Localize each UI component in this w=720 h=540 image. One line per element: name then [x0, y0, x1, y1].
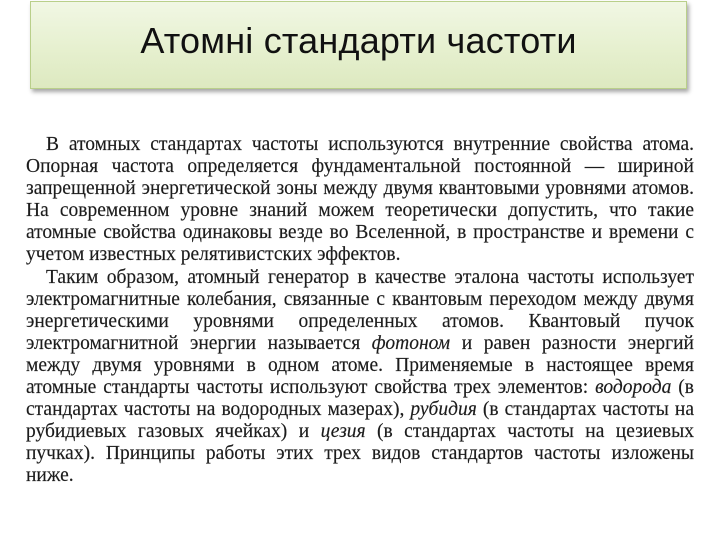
paragraph-2-text-3: (в стандартах частоты на водородных мазерах), [26, 377, 694, 421]
paragraph-2-text-5: (в стандартах частоты на цезиевых пучках). Принципы работы этих трех видов стандартов частоты изложены ниже. [26, 421, 694, 487]
paragraph-2-text-2: и равен разности энергий между двумя уровнями в одном атоме. Применяемые в настоящее время атомные стандарты частоты используют свойства трех элементов: [26, 332, 694, 399]
scanned-text-block [26, 134, 694, 488]
slide-title: Атомні стандарти частоти [140, 20, 577, 61]
paragraph-2-text-1: Таким образом, атомный генератор в качестве эталона частоты использует электромагнитные колебания, связанные с квантовым переходом между двумя энергетическими уровнями определенных атомов. Квантовый пучок электромагнитной энергии называется [26, 266, 694, 354]
term-rubidium: рубидия [410, 399, 477, 421]
term-hydrogen: водорода [595, 377, 672, 399]
title-box [30, 1, 687, 89]
paragraph-2-text-4: (в стандартах частоты на рубидиевых газовых ячейках) и [26, 399, 694, 443]
term-photon: фотоном [371, 332, 451, 354]
paragraph-1: В атомных стандартах частоты используются внутренние свойства атома. Опорная частота определяется фундаментальной постоянной — шириной запрещенной энергетической зоны между двумя квантовыми уровнями атомов. На современном уровне знаний можем теоретически допустить, что такие атомные свойства одинаковы везде во Вселенной, в пространстве и времени с учетом известных релятивистских эффектов. [26, 134, 694, 266]
paragraph-2 [26, 267, 694, 488]
term-cesium: цезия [320, 421, 366, 443]
